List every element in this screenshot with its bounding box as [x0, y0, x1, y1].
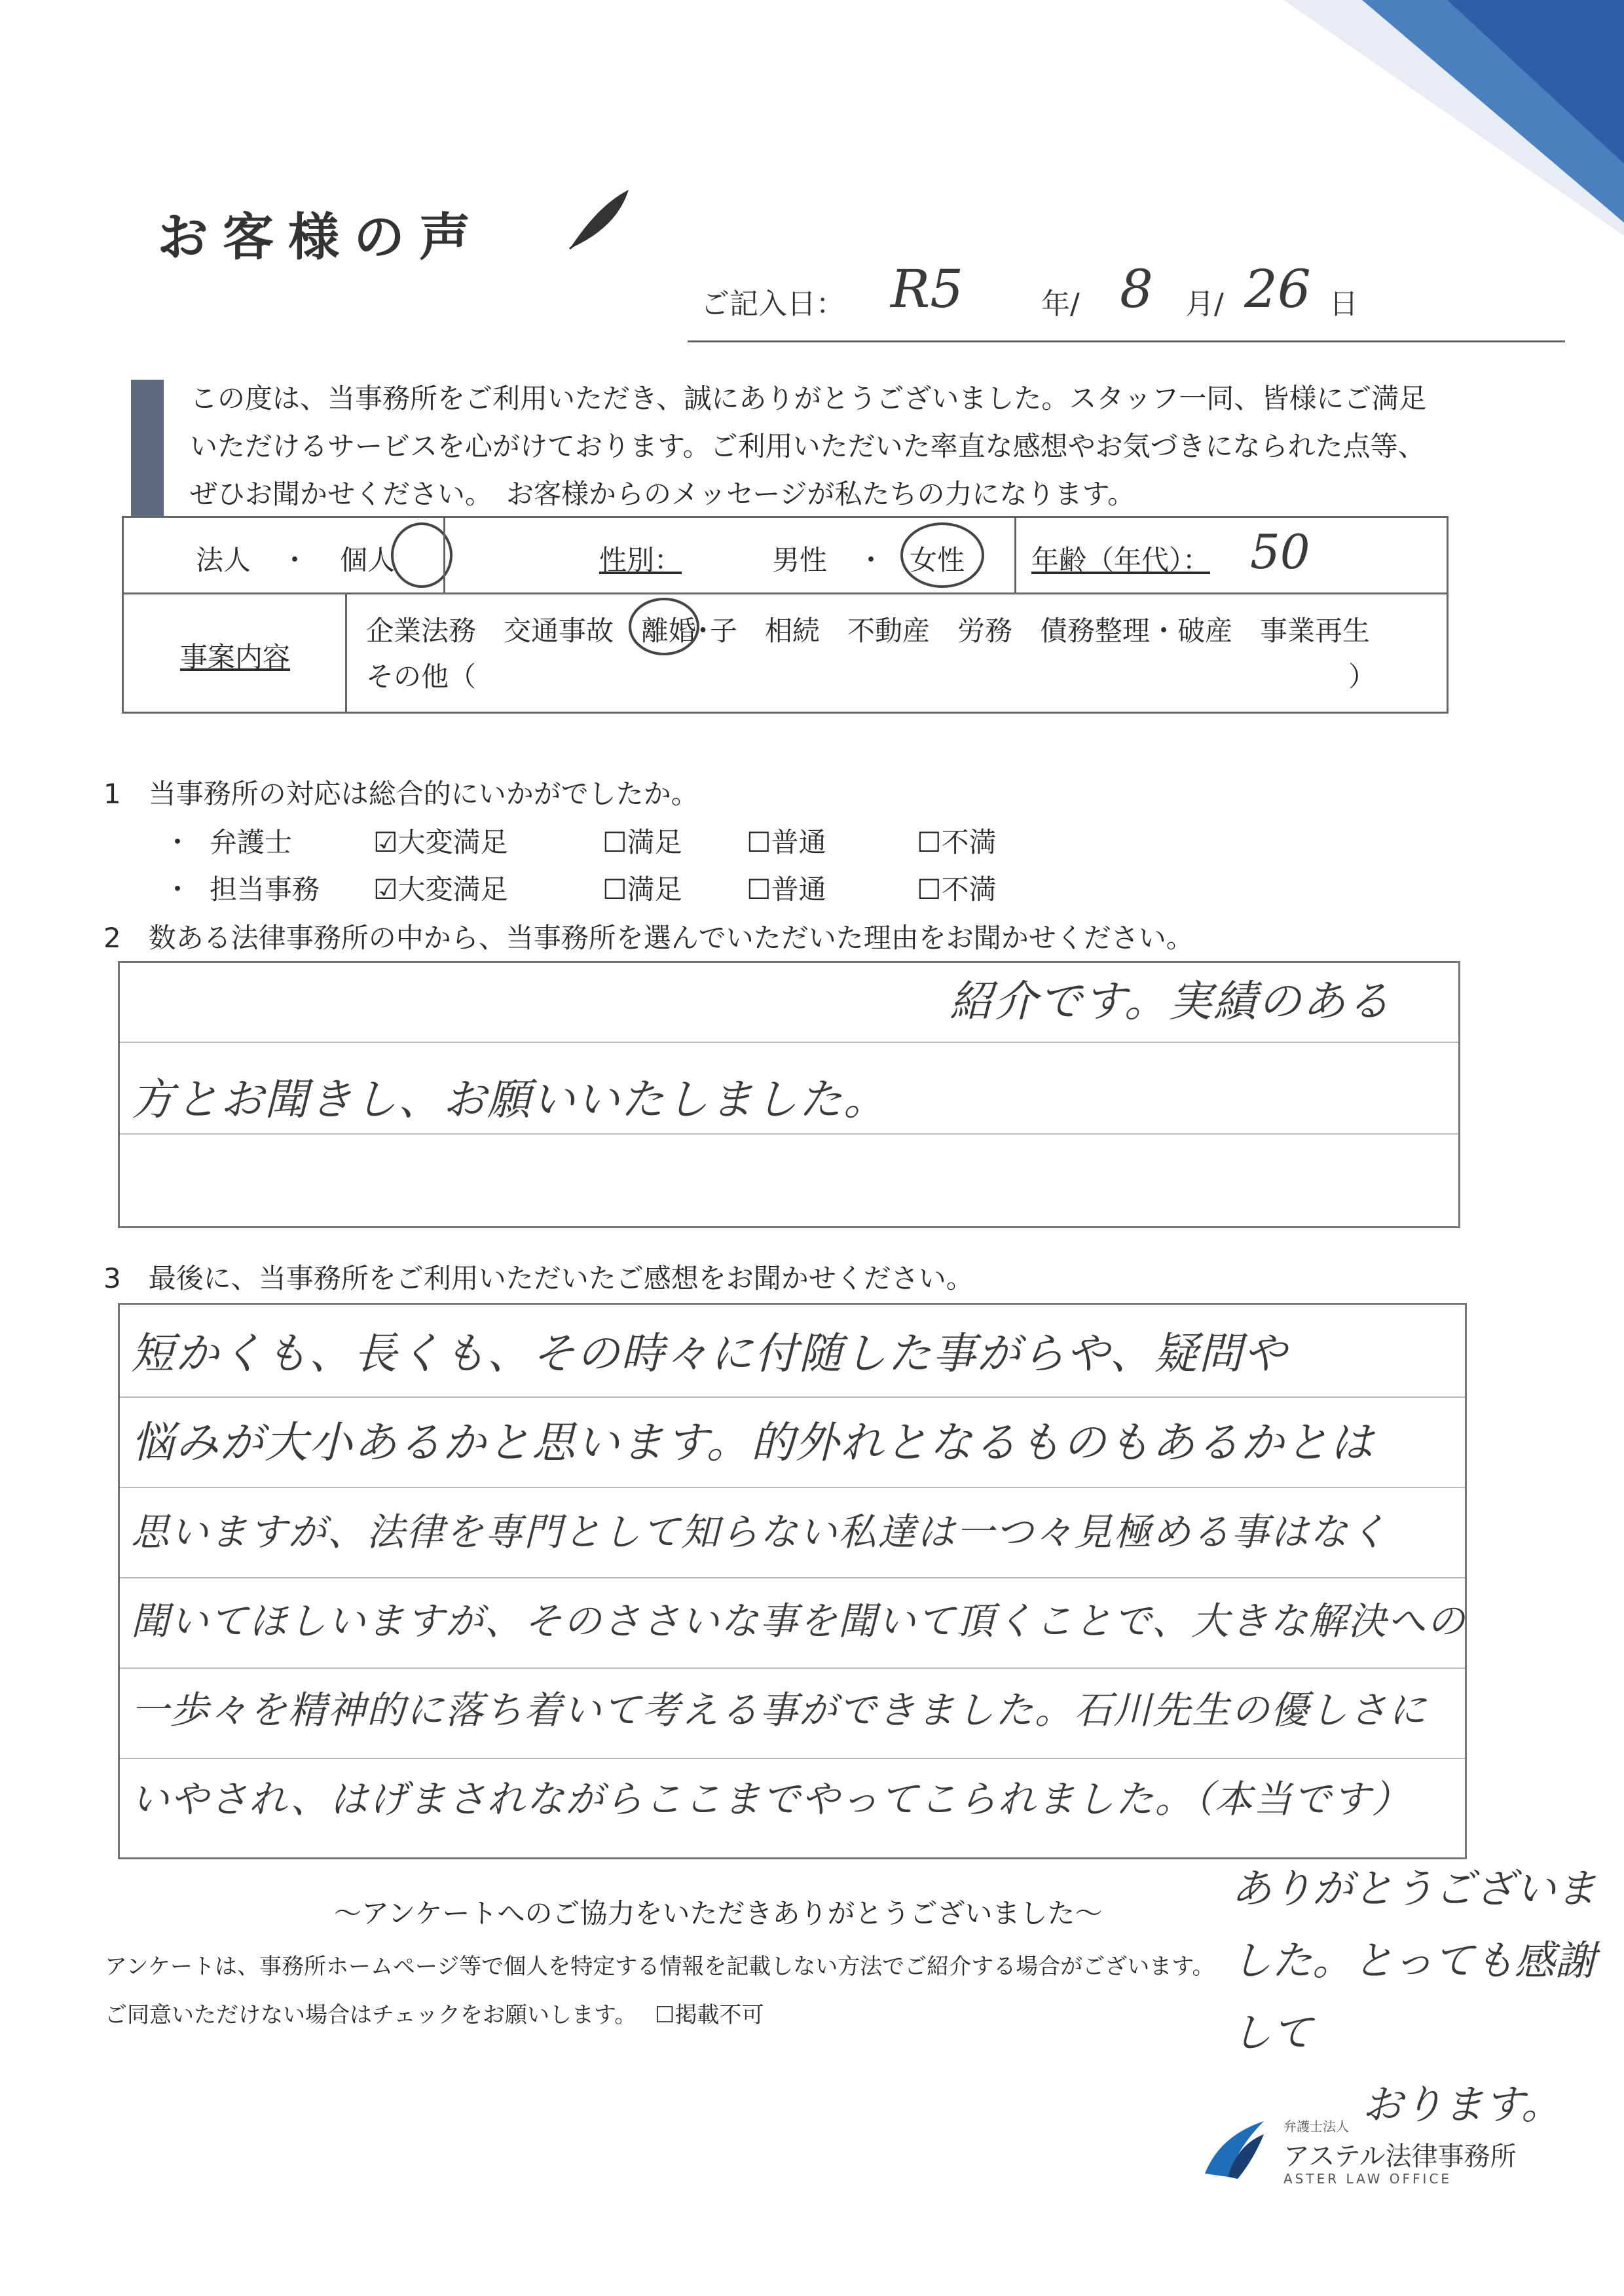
q1-row-label: 弁護士	[210, 826, 293, 858]
ruled-line	[120, 1042, 1458, 1043]
intro-accent-bar	[131, 380, 164, 517]
case-label: 事案内容	[180, 641, 291, 673]
q1-option-satisfied[interactable]: ☐満足	[602, 873, 682, 905]
logo-firm-name: アステル法律事務所	[1283, 2141, 1517, 2172]
intro-text	[190, 374, 1500, 518]
age-label: 年齢（年代）：	[1031, 544, 1211, 576]
q3-answer-line: いやされ、はげまされながらここまでやってこられました。（本当です）	[131, 1777, 1411, 1821]
question-1-title: 1 当事務所の対応は総合的にいかがでしたか。	[103, 778, 699, 810]
consent-note: ご同意いただけない場合はチェックをお願いします。	[105, 2002, 637, 2028]
q3-answer-line: 思いますが、法律を専門として知らない私達は一つ々見極める事はなく	[131, 1510, 1389, 1554]
q1-option-very-satisfied[interactable]: ☑大変満足	[373, 873, 508, 905]
no-publish-checkbox[interactable]: ☐掲載不可	[655, 2002, 764, 2028]
bullet: ・	[164, 826, 192, 858]
female-label: 女性	[910, 544, 965, 576]
q1-option-dissatisfied[interactable]: ☐不満	[917, 873, 997, 905]
divider	[345, 592, 347, 714]
intro-line: この度は、当事務所をご利用いただき、誠にありがとうございました。スタッフ一同、皆様にご満足	[190, 382, 1427, 414]
intro-line: ぜひお聞かせください。 お客様からのメッセージが私たちの力になります。	[190, 478, 1135, 510]
q3-extra-line: おります。	[1362, 2081, 1562, 2128]
q3-answer-line: 短かくも、長くも、その時々に付随した事がらや、疑問や	[131, 1328, 1288, 1379]
q1-option-very-satisfied[interactable]: ☑大変満足	[373, 826, 508, 858]
info-table	[122, 516, 1449, 714]
circle-mark	[386, 521, 471, 590]
individual-label: 個人	[340, 544, 396, 576]
privacy-note: アンケートは、事務所ホームページ等で個人を特定する情報を記載しない方法でご紹介する場合がございます。	[105, 1954, 1215, 1980]
separator-dot: ・	[857, 544, 885, 576]
q1-option-normal[interactable]: ☐普通	[747, 826, 826, 858]
male-label: 男性	[772, 544, 828, 576]
feather-icon	[563, 183, 635, 255]
logo-firm-subtitle: ASTER LAW OFFICE	[1283, 2171, 1452, 2187]
q3-answer-line: 一歩々を精神的に落ち着いて考える事ができました。石川先生の優しさに	[131, 1688, 1428, 1732]
page-title: お客様の声	[157, 208, 485, 267]
q3-extra-note	[1231, 1853, 1624, 2141]
intro-line: いただけるサービスを心がけております。ご利用いただいた率直な感想やお気づきになられた点等、	[190, 430, 1426, 462]
q1-option-satisfied[interactable]: ☐満足	[602, 826, 682, 858]
case-options: 企業法務 交通事故 離婚･子 相続 不動産 労務 債務整理・破産 事業再生	[366, 615, 1371, 647]
q1-row-label: 担当事務	[210, 873, 320, 905]
gender-label: 性別：	[599, 544, 682, 576]
other-label: その他（	[366, 661, 477, 693]
date-day-unit: 日	[1329, 287, 1358, 321]
info-row-attributes	[124, 518, 1447, 594]
date-month-unit: 月/	[1185, 287, 1224, 321]
aster-logo-icon	[1198, 2115, 1270, 2187]
corner-decoration	[1283, 0, 1624, 236]
logo-entity-type: 弁護士法人	[1283, 2119, 1349, 2134]
q3-answer	[131, 1309, 1466, 1844]
q3-answer-line: 悩みが大小あるかと思います。的外れとなるものもあるかとは	[131, 1417, 1375, 1468]
question-3-title: 3 最後に、当事務所をご利用いただいたご感想をお聞かせください。	[103, 1262, 974, 1294]
thanks-text: ～アンケートへのご協力をいただきありがとうございました～	[334, 1897, 1103, 1929]
separator-dot: ・	[281, 544, 309, 576]
divider	[443, 518, 445, 592]
circle-mark	[896, 519, 988, 591]
corp-label: 法人	[196, 544, 251, 576]
q2-answer-line: 紹介です。実績のある	[950, 976, 1392, 1027]
date-month-value: 8	[1120, 259, 1153, 319]
date-year-value: R5	[891, 259, 964, 319]
q2-answer-line: 方とお聞きし、お願いいたしました。	[131, 1074, 888, 1125]
q1-option-normal[interactable]: ☐普通	[747, 873, 826, 905]
bullet: ・	[164, 873, 192, 905]
question-2-title: 2 数ある法律事務所の中から、当事務所を選んでいただいた理由をお聞かせください。	[103, 922, 1194, 954]
circle-mark	[625, 592, 710, 665]
q1-option-dissatisfied[interactable]: ☐不満	[917, 826, 997, 858]
ruled-line	[120, 1133, 1458, 1135]
other-close: ）	[1348, 661, 1376, 693]
q3-extra-line: した。とっても感謝して	[1231, 1937, 1596, 2056]
q3-extra-line: ありがとうございま	[1231, 1865, 1597, 1912]
divider	[1014, 518, 1016, 592]
date-day-value: 26	[1244, 259, 1311, 319]
date-year-unit: 年/	[1041, 287, 1080, 321]
age-value: 50	[1250, 524, 1310, 579]
date-label: ご記入日：	[701, 287, 845, 321]
q3-answer-line: 聞いてほしいますが、そのささいな事を聞いて頂くことで、大きな解決への	[131, 1599, 1466, 1643]
